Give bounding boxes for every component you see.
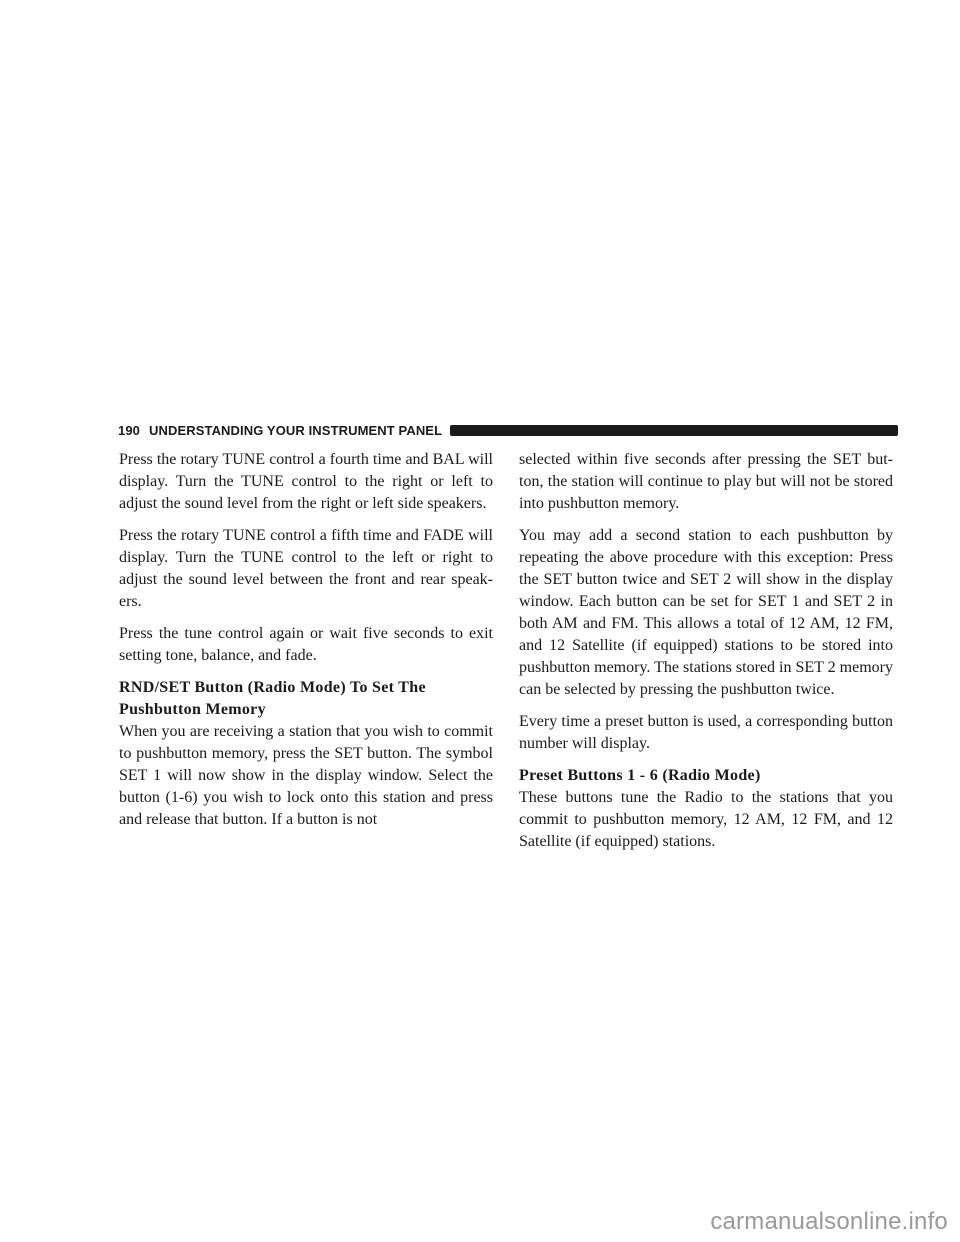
header-rule [450,425,898,436]
paragraph-preset-tune: These buttons tune the Radio to the stations that you commit to pushbutton memory, 12 AM, 12 FM, and 12 Satellite (if equipped) stations. [519,789,893,850]
page-number: 190 [118,422,140,438]
page-header [118,420,898,440]
watermark: carmanualsonline.info [710,1208,948,1235]
paragraph-bal: Press the rotary TUNE control a fourth time and BAL will display. Turn the TUNE control to the right or left to adjust the sound level from the right or left side speakers. [119,451,493,512]
paragraph-second-station: You may add a second station to each pushbutton by repeating the above procedure with this exception: Press the SET button twice and SET 2 will show in the display window. Each button can be set for SET 1 and SET 2 in both AM and FM. This allows a total of 12 AM, 12 FM, and 12 Satellite (if equipped) stations to be stored into pushbutton memory. The stations stored in SET 2 memory can be selected by pressing the pushbutton twice. [519,527,893,698]
paragraph-continue: selected within five seconds after pressing the SET but-ton, the station will continue to play but will not be stored into pushbutton memory. [519,451,893,512]
paragraph-preset-display: Every time a preset button is used, a corresponding button number will display. [519,713,893,752]
paragraph-exit: Press the tune control again or wait five seconds to exit setting tone, balance, and fade. [119,625,493,664]
right-column [519,449,893,863]
paragraph-fade: Press the rotary TUNE control a fifth time and FADE will display. Turn the TUNE control to the left or right to adjust the sound level between the front and rear speak-ers. [119,527,493,610]
heading-preset-buttons: Preset Buttons 1 - 6 (Radio Mode) [519,767,761,784]
left-column [119,449,493,841]
section-title: UNDERSTANDING YOUR INSTRUMENT PANEL [149,422,443,438]
paragraph-set-memory: When you are receiving a station that you wish to commit to pushbutton memory, press the SET button. The symbol SET 1 will now show in the display window. Select the button (1-6) you wish to lock onto this station and press and release that button. If a button is not [119,723,493,828]
heading-rnd-set: RND/SET Button (Radio Mode) To Set The Pushbutton Memory [119,679,426,718]
